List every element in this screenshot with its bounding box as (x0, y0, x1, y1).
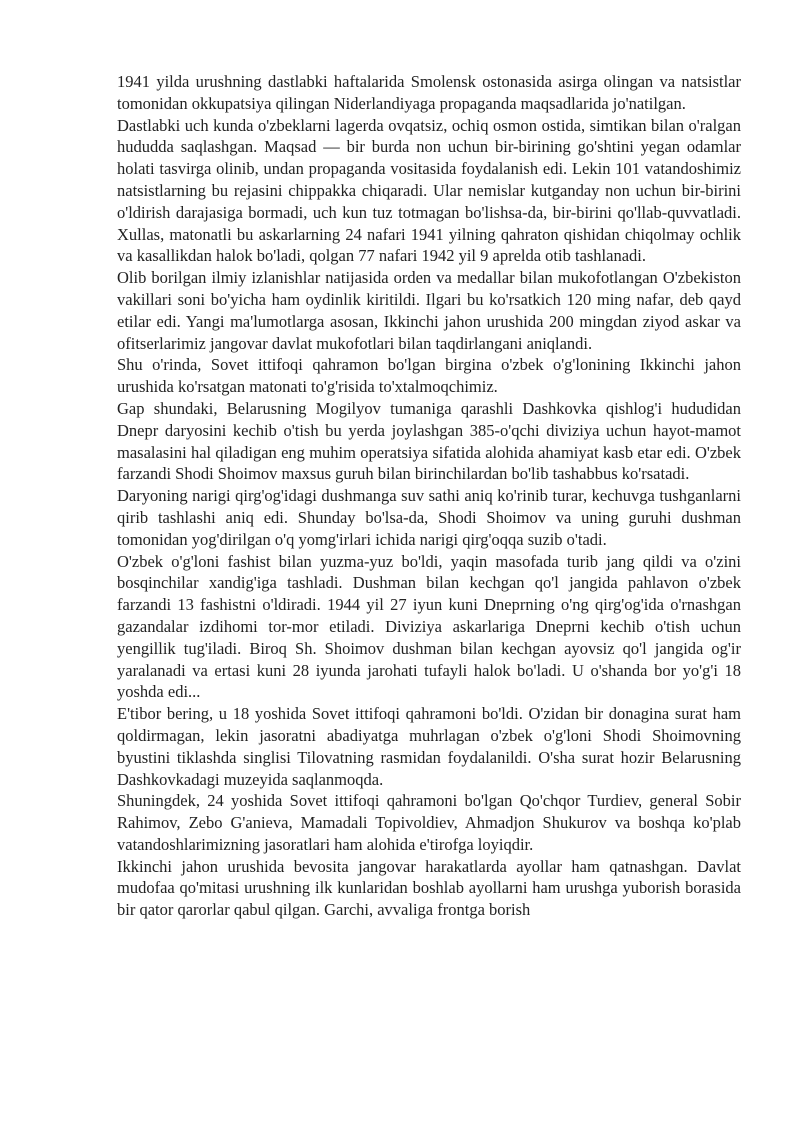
paragraph-1: 1941 yilda urushning dastlabki haftalarida Smolensk ostonasida asirga olingan va natsistlar tomonidan okkupatsiya qilingan Niderlandiyaga propaganda maqsadlarida jo'natilgan. (117, 72, 741, 113)
paragraph-10: Ikkinchi jahon urushida bevosita jangovar harakatlarda ayollar ham qatnashgan. Davlat mudofaa qo'mitasi urushning ilk kunlaridan boshlab ayollarni ham urushga yuborish borasida bir qator qarorlar qabul qilgan. Garchi, avvaliga frontga borish (117, 856, 741, 920)
paragraph-2: Dastlabki uch kunda o'zbeklarni lagerda ovqatsiz, ochiq osmon ostida, simtikan bilan o'ralgan hududda saqlashgan. Maqsad — bir burda non uchun bir-birining go'shtini yegan odamlar holati tasvirga olinib, undan propaganda vositasida foydalanish edi. Lekin 101 vatandoshimiz natsistlarning bu rejasini chippakka chiqaradi. Ular nemislar kutganday non uchun bir-birini o'ldirish darajasiga bormadi, uch kun tuz totmagan bo'lishsa-da, bir-birini qo'llab-quvvatladi. Xullas, matonatli bu askarlarning 24 nafari 1941 yilning qahraton qishidan chiqolmay ochlik va kasallikdan halok bo'ladi, qolgan 77 nafari 1942 yil 9 aprelda otib tashlanadi. (117, 115, 741, 266)
paragraph-5: Gap shundaki, Belarusning Mogilyov tumaniga qarashli Dashkovka qishlog'i hududidan Dnepr daryosini kechib o'tish bu yerda joylashgan 385-o'qchi diviziya uchun hayot-mamot masalasini hal qiladigan eng muhim operatsiya sifatida alohida ahamiyat kasb etar edi. O'zbek farzandi Shodi Shoimov maxsus guruh bilan birinchilardan bo'lib tashabbus ko'rsatadi. (117, 398, 741, 484)
paragraph-9: Shuningdek, 24 yoshida Sovet ittifoqi qahramoni bo'lgan Qo'chqor Turdiev, general Sobir Rahimov, Zebo G'anieva, Mamadali Topivoldiev, Ahmadjon Shukurov va boshqa ko'plab vatandoshlarimizning jasoratlari ham alohida e'tirofga loyiqdir. (117, 791, 741, 854)
paragraph-4: Shu o'rinda, Sovet ittifoqi qahramon bo'lgan birgina o'zbek o'g'lonining Ikkinchi jahon urushida ko'rsatgan matonati to'g'risida to'xtalmoqchimiz. (117, 355, 741, 397)
paragraph-8: E'tibor bering, u 18 yoshida Sovet ittifoqi qahramoni bo'ldi. O'zidan bir donagina surat ham qoldirmagan, lekin jasoratni abadiyatga muhrlagan o'zbek o'g'loni Shodi Shoimovning byustini tiklashda singlisi Tilovatning rasmidan foydalanildi. O'sha surat hozir Belarusning Dashkovkadagi muzeyida saqlanmoqda. (117, 704, 741, 789)
paragraph-6: Daryoning narigi qirg'og'idagi dushmanga suv sathi aniq ko'rinib turar, kechuvga tushganlarni qirib tashlashi aniq edi. Shunday bo'lsa-da, Shodi Shoimov va uning guruhi dushman tomonidan yog'dirilgan o'q yomg'irlari ichida narigi qirg'oqqa suzib o'tadi. (117, 486, 741, 549)
document-page (117, 71, 741, 921)
paragraph-7: O'zbek o'g'loni fashist bilan yuzma-yuz bo'ldi, yaqin masofada turib jang qildi va o'zini bosqinchilar xandig'iga tashladi. Dushman bilan kechgan qo'l jangida pahlavon o'zbek farzandi 13 fashistni o'ldiradi. 1944 yil 27 iyun kuni Dneprning o'ng qirg'og'ida o'rnashgan gazandalar izdihomi tor-mor etiladi. Diviziya askarlariga Dneprni kechib o'tish uchun yengillik tug'iladi. Biroq Sh. Shoimov dushman bilan kechgan ayovsiz qo'l jangida og'ir yaralanadi va ertasi kuni 28 iyunda jarohati tufayli halok bo'ladi. U o'shanda bor yo'g'i 18 yoshda edi... (117, 551, 741, 702)
paragraph-3: Olib borilgan ilmiy izlanishlar natijasida orden va medallar bilan mukofotlangan O'zbekiston vakillari soni bo'yicha ham oydinlik kiritildi. Ilgari bu ko'rsatkich 120 ming nafar, deb qayd etilar edi. Yangi ma'lumotlarga asosan, Ikkinchi jahon urushida 200 mingdan ziyod askar va ofitserlarimiz jangovar davlat mukofotlari bilan taqdirlangani aniqlandi. (117, 268, 741, 353)
